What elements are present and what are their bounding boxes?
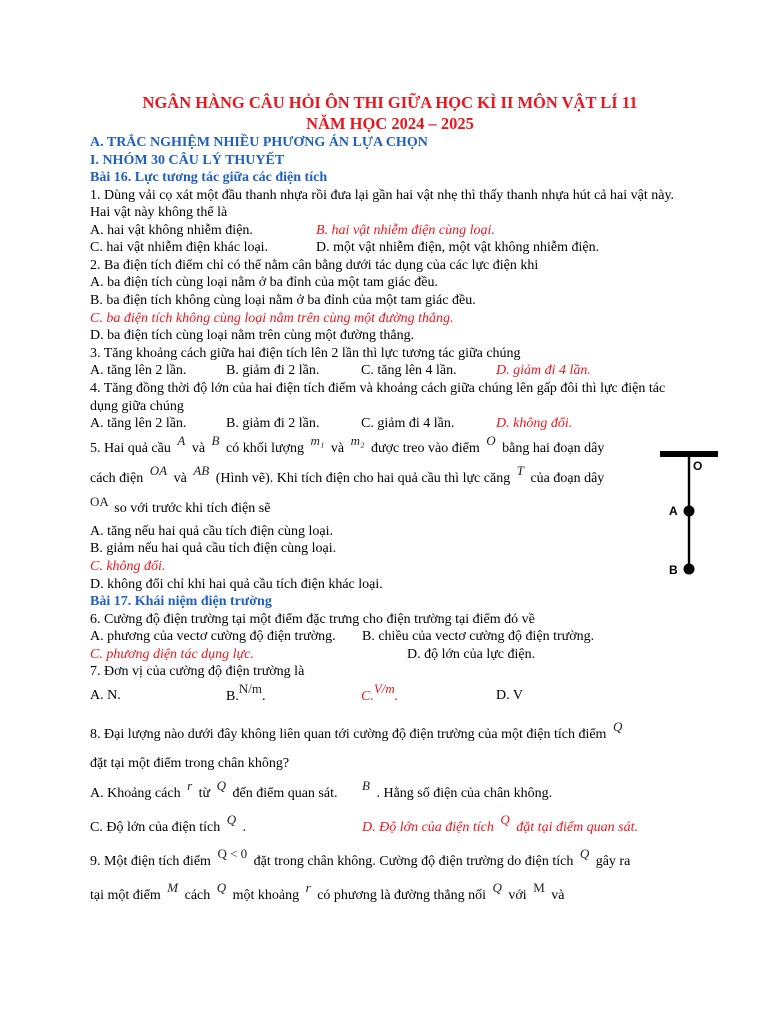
q9-text: cách — [181, 888, 214, 904]
q9-text: có phương là đường thẳng nối — [313, 888, 490, 904]
q8-symbol-q: Q — [226, 812, 237, 828]
bai16-heading: Bài 16. Lực tương tác giữa các điện tích — [90, 170, 328, 185]
q8-text: đến điểm quan sát. — [229, 786, 338, 802]
q9-symbol-q: Q — [492, 880, 502, 896]
q5-text: được treo vào điểm — [367, 440, 484, 456]
q9-text: đặt trong chân không. Cường độ điện trường do điện tích — [250, 854, 577, 870]
q5-symbol-m2: m₂ — [350, 432, 365, 448]
q8-symbol-r: r — [187, 778, 193, 794]
q8-text: từ — [195, 786, 214, 802]
q4-option-d: D. không đổi. — [496, 416, 573, 432]
q2-option-c: C. ba điện tích không cùng loại nằm trên cùng một đường thẳng. — [90, 310, 454, 326]
q5-text: và — [188, 440, 209, 456]
q5-symbol-o: O — [486, 432, 496, 448]
q6-option-d: D. độ lớn của lực điện. — [407, 646, 536, 662]
q5-text: bằng hai đoạn dây — [498, 440, 605, 456]
label-a: A — [669, 504, 678, 518]
pendulum-figure — [658, 447, 720, 575]
q7-unit-n-per-m: N/m — [238, 681, 262, 697]
q9-symbol-m: M — [167, 880, 179, 896]
q7-option-b-dot: . — [261, 689, 266, 705]
q6-option-a: A. phương của vectơ cường độ điện trường. — [90, 629, 336, 645]
q8-text: đặt tại điểm quan sát. — [512, 820, 639, 836]
q7-option-b — [226, 681, 361, 711]
q8-text: . Hằng số điện của chân không. — [372, 786, 553, 802]
q5-block — [90, 433, 650, 593]
q5-symbol-oa: OA — [149, 462, 168, 478]
q7-option-c-dot: . — [394, 689, 399, 705]
q5-stem-line3 — [90, 493, 650, 523]
q5-text: và — [327, 440, 348, 456]
q5-text: so với trước khi tích điện sẽ — [110, 500, 271, 516]
q8-option-b-label: B — [362, 778, 370, 794]
q6-option-b: B. chiều của vectơ cường độ điện trường. — [362, 629, 595, 645]
ball-b — [684, 564, 695, 575]
q5-symbol-m1: m₁ — [310, 432, 325, 448]
q1-option-b: B. hai vật nhiễm điện cùng loại. — [316, 222, 495, 238]
document-page — [90, 92, 690, 910]
q4-option-c: C. giảm đi 4 lần. — [361, 416, 455, 432]
q6-options-row1 — [90, 628, 690, 646]
q6-options-row2 — [90, 646, 690, 664]
q9-text: và — [547, 888, 565, 904]
q1-option-d: D. một vật nhiễm điện, một vật không nhiễm điện. — [316, 240, 600, 256]
q8-option-b — [362, 778, 552, 808]
q9-symbol-q: Q — [216, 880, 227, 896]
q8-options-row2 — [90, 812, 690, 842]
q7-option-d: D. V — [496, 688, 523, 704]
q8-option-d — [362, 812, 638, 842]
q8-symbol-q: Q — [216, 778, 227, 794]
q1-stem: 1. Dùng vải cọ xát một đầu thanh nhựa rồi đưa lại gần hai vật nhẹ thì thấy thanh nhựa hút cả hai vật này. Hai vật này không thể là — [90, 187, 675, 221]
q9-stem-line2 — [90, 880, 690, 910]
q2-option-b: B. ba điện tích không cùng loại nằm ở ba đỉnh của một tam giác đều. — [90, 293, 476, 309]
q5-text: có khối lượng — [222, 440, 308, 456]
q1-option-c: C. hai vật nhiễm điện khác loại. — [90, 240, 269, 256]
q9-text: tại một điểm — [90, 888, 165, 904]
q5-option-b: B. giảm nếu hai quả cầu tích điện cùng loại. — [90, 541, 337, 557]
q2-stem: 2. Ba điện tích điểm chỉ có thể nằm cân bằng dưới tác dụng của các lực điện khi — [90, 257, 539, 273]
q8-stem-line1 — [90, 719, 690, 749]
group-1-heading: I. NHÓM 30 CÂU LÝ THUYẾT — [90, 152, 285, 168]
title-line-2: NĂM HỌC 2024 – 2025 — [306, 114, 474, 133]
q8-text: . — [239, 820, 247, 836]
ceiling-bar — [660, 451, 718, 457]
q5-option-a: A. tăng nếu hai quả cầu tích điện cùng loại. — [90, 523, 333, 539]
q5-symbol-b: B — [211, 432, 220, 448]
q1-options-row2 — [90, 239, 690, 257]
q3-option-c: C. tăng lên 4 lần. — [361, 363, 457, 379]
q7-option-a: A. N. — [90, 688, 121, 704]
q8-text: D. Độ lớn của điện tích — [362, 820, 498, 836]
q2-option-a: A. ba điện tích cùng loại nằm ở ba đỉnh của một tam giác đều. — [90, 275, 438, 291]
q9-text: một khoảng — [229, 888, 303, 904]
q5-text: của đoạn dây — [526, 470, 605, 486]
q7-stem: 7. Đơn vị của cường độ điện trường là — [90, 664, 305, 680]
q3-options — [90, 362, 690, 380]
label-o: O — [693, 459, 703, 473]
q3-option-d: D. giảm đi 4 lần. — [496, 363, 591, 379]
q8-text: 8. Đại lượng nào dưới đây không liên quan tới cường độ điện trường của một điện tích điểm — [90, 727, 610, 743]
q8-symbol-q: Q — [500, 812, 510, 828]
document-title — [90, 92, 690, 134]
q3-option-a: A. tăng lên 2 lần. — [90, 363, 187, 379]
q5-symbol-a: A — [177, 432, 186, 448]
title-line-1: NGÂN HÀNG CÂU HỎI ÔN THI GIỮA HỌC KÌ II MÔN VẬT LÍ 11 — [142, 93, 638, 112]
q5-option-c: C. không đổi. — [90, 559, 166, 574]
q5-symbol-ab: AB — [193, 462, 210, 478]
q6-option-c: C. phương diện tác dụng lực. — [90, 646, 254, 662]
label-b: B — [669, 563, 678, 575]
q9-text: 9. Một điện tích điểm — [90, 854, 215, 870]
q4-option-a: A. tăng lên 2 lần. — [90, 416, 187, 432]
q5-symbol-t: T — [516, 462, 524, 478]
q5-text: (Hình vẽ). Khi tích điện cho hai quả cầu thì lực căng — [212, 470, 514, 486]
bai17-heading: Bài 17. Khái niệm điện trường — [90, 594, 272, 610]
q5-option-d: D. không đổi chỉ khi hai quả cầu tích điện khác loại. — [90, 576, 383, 592]
q7-unit-v-per-m: V/m — [373, 681, 395, 697]
q4-option-b: B. giảm đi 2 lần. — [226, 416, 320, 432]
q9-symbol-r: r — [305, 880, 311, 896]
ball-a — [684, 506, 695, 517]
q8-option-a — [90, 778, 362, 808]
q8-option-c — [90, 812, 362, 842]
q9-text: gây ra — [592, 854, 631, 870]
q5-stem-line2 — [90, 463, 650, 493]
q9-symbol-q: Q — [579, 846, 590, 862]
q8-options-row1 — [90, 778, 690, 808]
q3-stem: 3. Tăng khoảng cách giữa hai điện tích lên 2 lần thì lực tương tác giữa chúng — [90, 345, 521, 361]
q5-symbol-oa-2: OA — [90, 493, 109, 509]
q2-option-d: D. ba điện tích cùng loại nằm trên cùng một đường thẳng. — [90, 328, 415, 344]
q4-stem: 4. Tăng đồng thời độ lớn của hai điện tích điểm và khoảng cách giữa chúng lên gấp đôi thì lực điện tác dụng giữa chúng — [90, 381, 666, 414]
q8-stem-line2: đặt tại một điểm trong chân không? — [90, 756, 290, 772]
q5-stem-line1 — [90, 433, 650, 463]
q8-text: C. Độ lớn của điện tích — [90, 820, 224, 836]
q9-text: với — [504, 888, 531, 904]
q7-option-c — [361, 681, 496, 711]
q7-options — [90, 681, 690, 711]
q1-option-a: A. hai vật không nhiễm điện. — [90, 222, 253, 238]
q1-options-row1 — [90, 222, 690, 240]
section-a-heading: A. TRẮC NGHIỆM NHIỀU PHƯƠNG ÁN LỰA CHỌN — [90, 135, 428, 150]
q3-option-b: B. giảm đi 2 lần. — [226, 363, 320, 379]
q7-option-b-label: B. — [226, 689, 239, 705]
q4-options — [90, 415, 690, 433]
q9-expression: Q < 0 — [217, 846, 248, 862]
q6-stem: 6. Cường độ điện trường tại một điểm đặc trưng cho điện trường tại điểm đó về — [90, 611, 535, 627]
q8-text: A. Khoảng cách — [90, 786, 185, 802]
q9-stem-line1 — [90, 846, 690, 876]
q7-option-c-label: C. — [361, 689, 374, 705]
q9-symbol-m: M — [533, 880, 545, 896]
q8-symbol-q: Q — [612, 719, 623, 735]
q5-text: và — [170, 470, 191, 486]
q5-text: cách điện — [90, 470, 147, 486]
q5-text: 5. Hai quả cầu — [90, 440, 175, 456]
